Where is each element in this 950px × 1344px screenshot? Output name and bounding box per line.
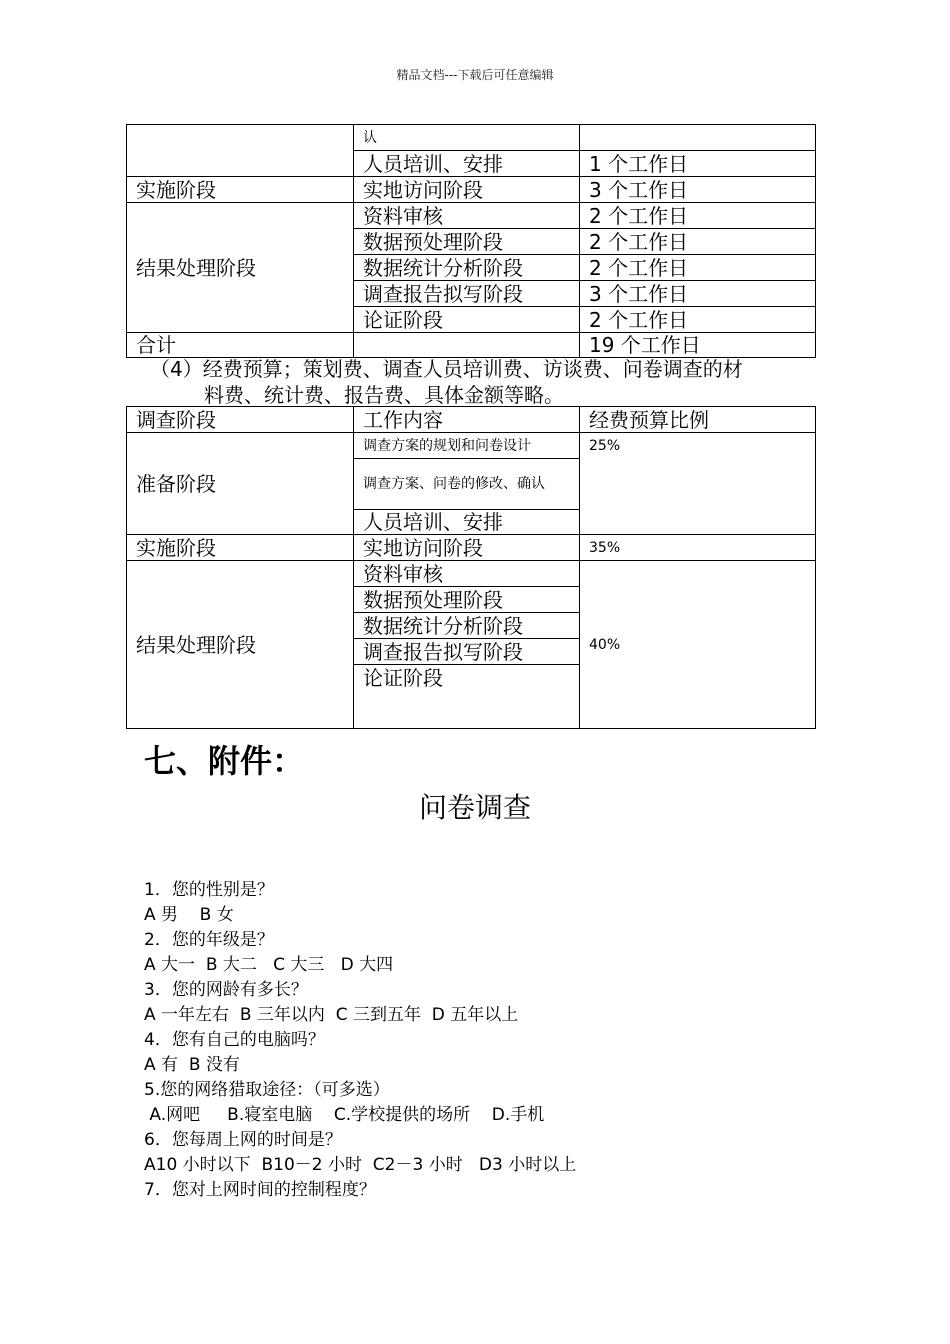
schedule-stage-cell [127,125,354,177]
budget-task-cell: 数据统计分析阶段 [354,613,580,639]
budget-header-task: 工作内容 [354,407,580,433]
budget-ratio-cell: 25% [580,433,816,535]
budget-task-cell: 论证阶段 [354,665,580,729]
questionnaire-title: 问卷调查 [418,791,531,824]
schedule-total-value: 19 个工作日 [580,333,816,358]
schedule-time-cell: 3 个工作日 [580,281,816,307]
schedule-time-cell: 2 个工作日 [580,203,816,229]
budget-header-stage: 调查阶段 [127,407,354,433]
schedule-task-cell: 认 [354,125,580,151]
budget-task-cell: 调查报告拟写阶段 [354,639,580,665]
question-line: 7．您对上网时间的控制程度？ [144,1180,376,1200]
schedule-time-cell: 1 个工作日 [580,151,816,177]
schedule-task-cell: 数据预处理阶段 [354,229,580,255]
budget-task-cell: 调查方案、问卷的修改、确认 [354,459,580,510]
budget-paragraph-line: 料费、统计费、报告费、具体金额等略。 [204,383,564,407]
schedule-task-cell: 人员培训、安排 [354,151,580,177]
budget-stage-cell: 实施阶段 [127,535,354,561]
schedule-total-label: 合计 [127,333,354,358]
answer-line: A.网吧 B.寝室电脑 C.学校提供的场所 D.手机 [144,1105,545,1125]
section-title: 七、附件： [144,742,305,780]
budget-paragraph [134,356,824,408]
budget-task-cell: 实地访问阶段 [354,535,580,561]
schedule-time-cell: 3 个工作日 [580,177,816,203]
answer-line: A 大一 B 大二 C 大三 D 大四 [144,955,394,975]
question-line: 1．您的性别是？ [144,880,274,900]
budget-task-cell: 数据预处理阶段 [354,587,580,613]
budget-task-cell: 资料审核 [354,561,580,587]
question-line: 2．您的年级是？ [144,930,274,950]
question-line: 4．您有自己的电脑吗？ [144,1030,325,1050]
schedule-stage-cell: 实施阶段 [127,177,354,203]
schedule-time-cell: 2 个工作日 [580,229,816,255]
budget-header-ratio: 经费预算比例 [580,407,816,433]
budget-table [126,406,816,729]
answer-line: A 一年左右 B 三年以内 C 三到五年 D 五年以上 [144,1005,519,1025]
question-line: 5.您的网络猎取途径：（可多选） [144,1080,390,1100]
budget-stage-cell: 结果处理阶段 [127,561,354,729]
schedule-time-cell: 2 个工作日 [580,255,816,281]
schedule-task-cell: 数据统计分析阶段 [354,255,580,281]
schedule-table [126,124,816,358]
answer-line: A 有 B 没有 [144,1055,240,1075]
budget-task-cell: 人员培训、安排 [354,510,580,535]
schedule-task-cell: 论证阶段 [354,307,580,333]
budget-paragraph-line: （4）经费预算；策划费、调查人员培训费、访谈费、问卷调查的材 [150,357,743,381]
question-line: 3．您的网龄有多长？ [144,980,308,1000]
question-line: 6．您每周上网的时间是？ [144,1130,342,1150]
schedule-stage-cell: 结果处理阶段 [127,203,354,333]
budget-ratio-cell: 35% [580,535,816,561]
budget-stage-cell: 准备阶段 [127,433,354,535]
budget-task-cell: 调查方案的规划和问卷设计 [354,433,580,459]
answer-line: A 男 B 女 [144,905,234,925]
schedule-task-cell [354,333,580,358]
schedule-task-cell: 调查报告拟写阶段 [354,281,580,307]
page-header: 精品文档---下载后可任意编辑 [396,68,554,82]
schedule-time-cell [580,125,816,151]
budget-ratio-cell: 40% [580,561,816,729]
schedule-task-cell: 资料审核 [354,203,580,229]
schedule-time-cell: 2 个工作日 [580,307,816,333]
answer-line: A10 小时以下 B10－2 小时 C2－3 小时 D3 小时以上 [144,1155,577,1175]
schedule-task-cell: 实地访问阶段 [354,177,580,203]
